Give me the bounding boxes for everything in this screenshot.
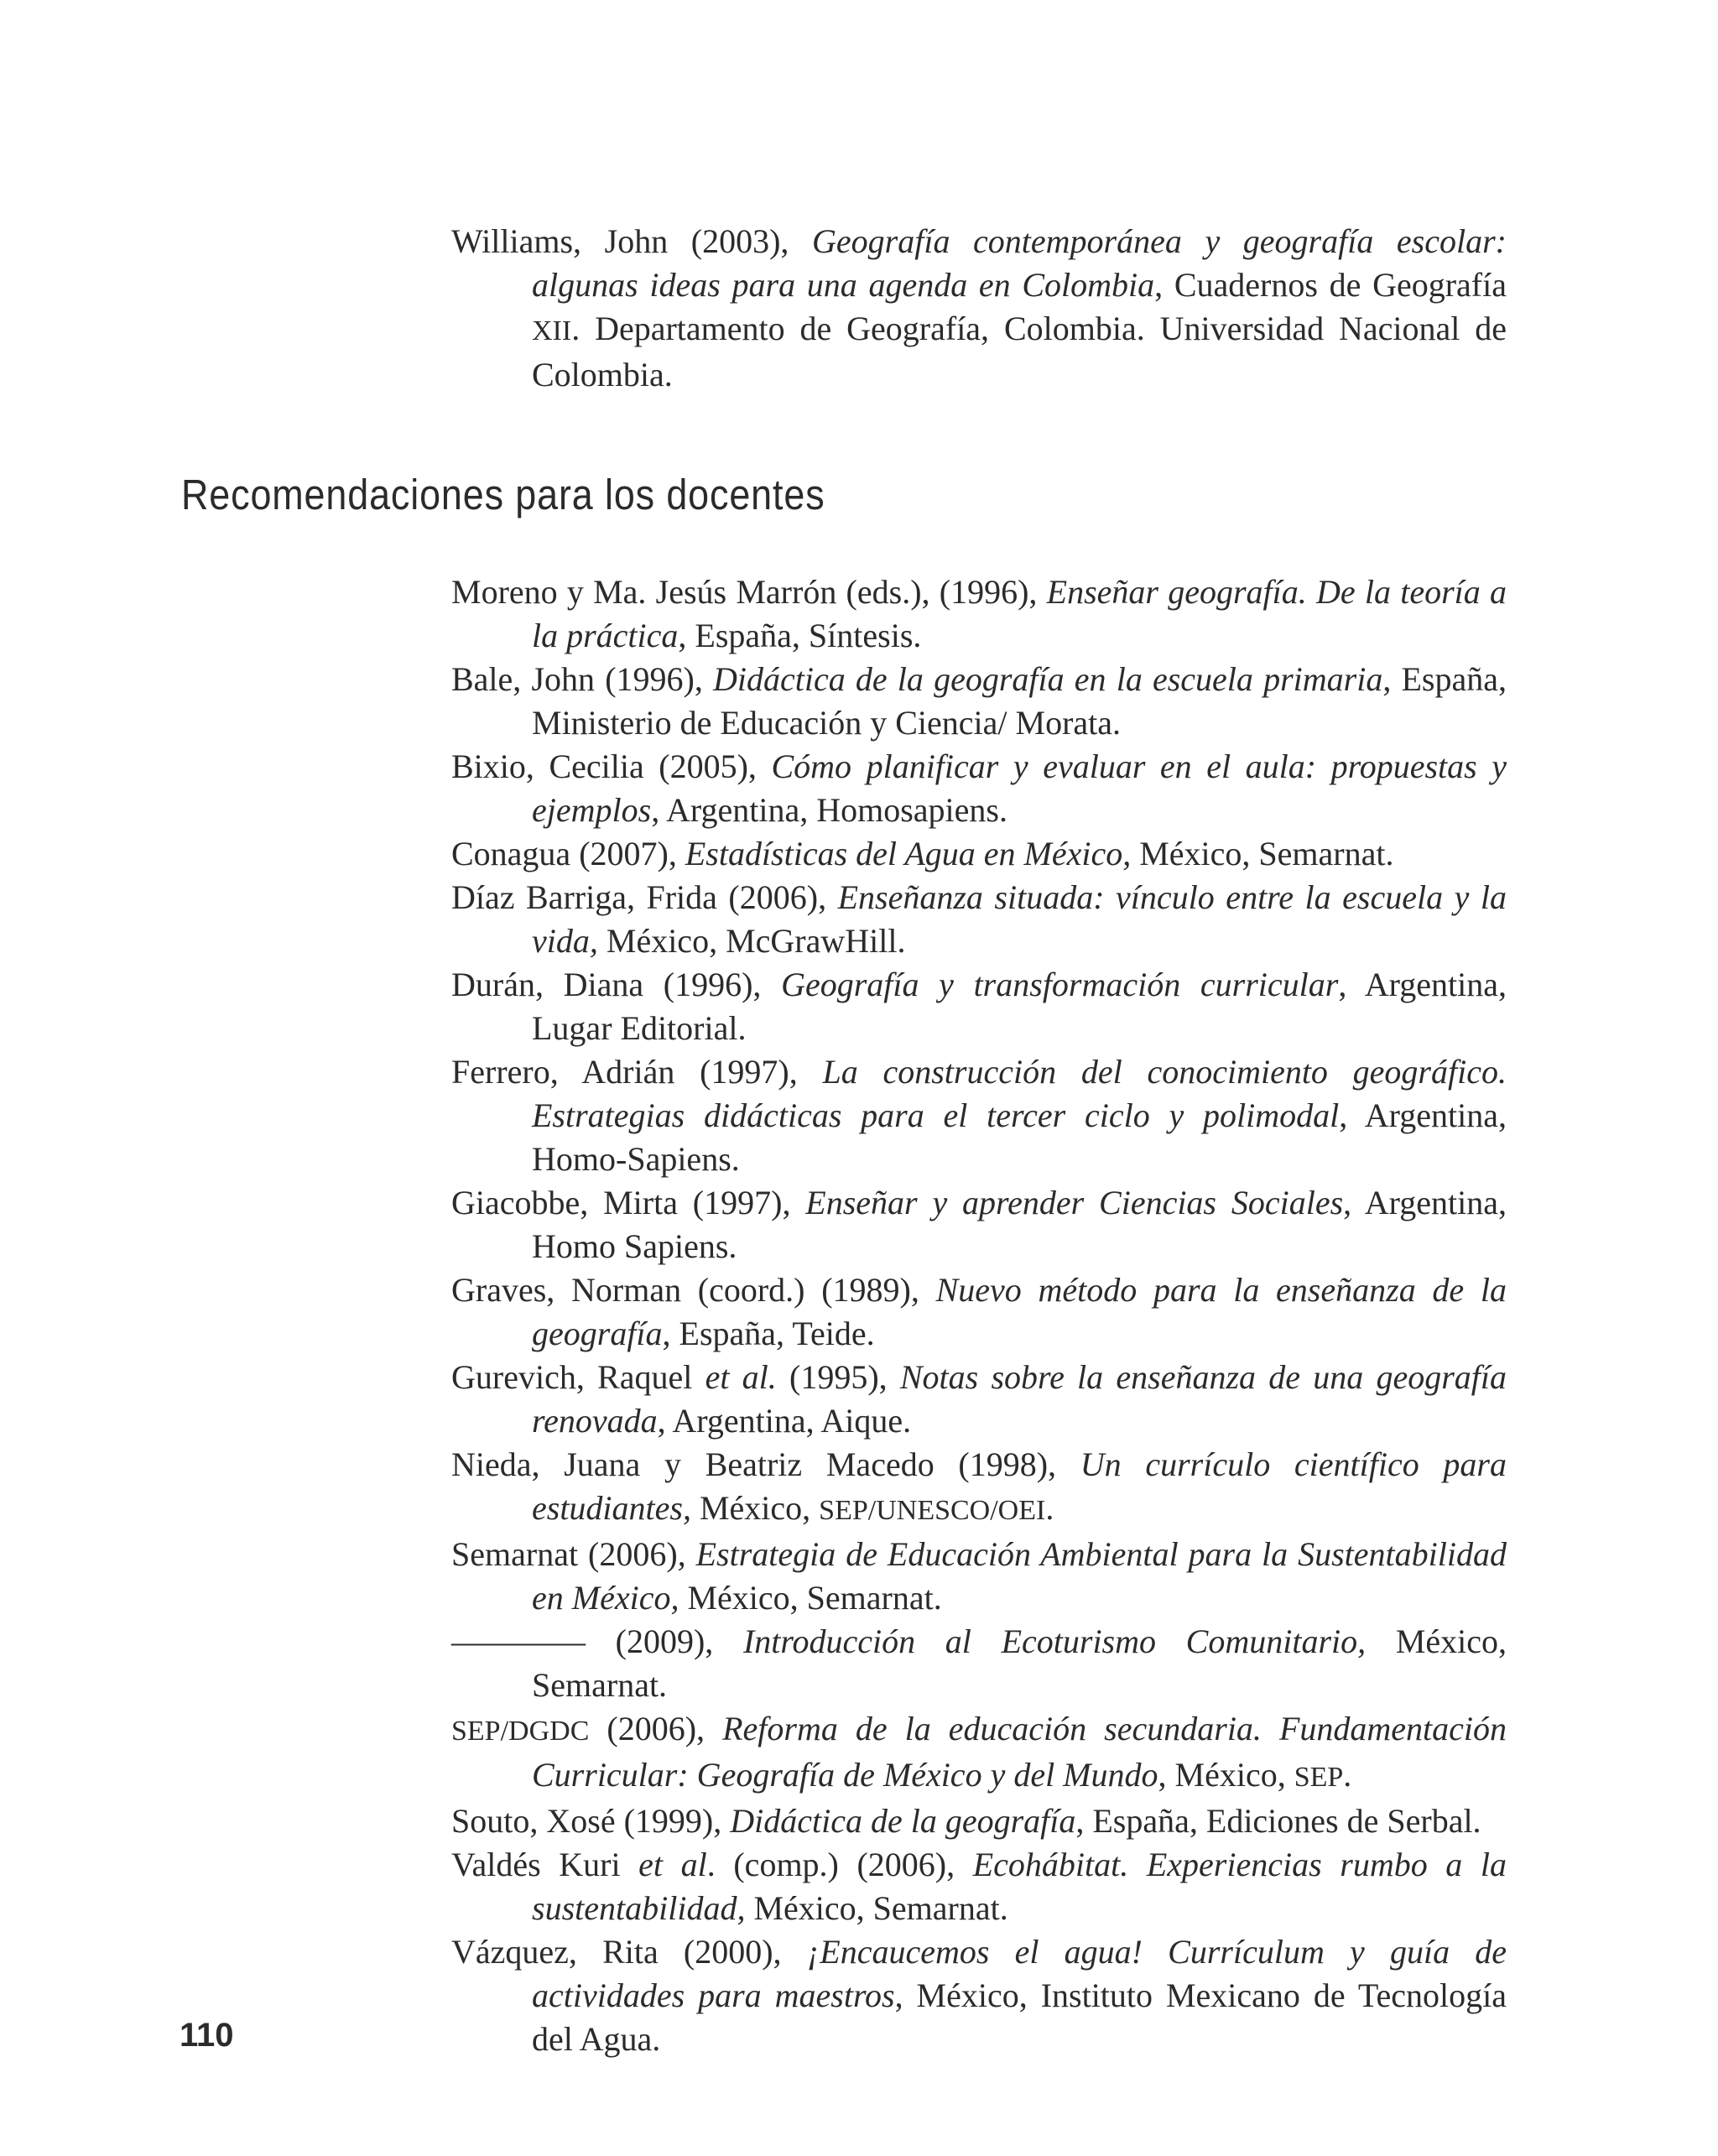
- section-heading: Recomendaciones para los docentes: [181, 471, 825, 518]
- reference-text: , México, Instituto Mexicano de Tecnología del Agua.: [532, 1976, 1507, 2058]
- reference-text: , Argentina, Homo Sapiens.: [532, 1184, 1507, 1265]
- reference-text: Giacobbe, Mirta (1997),: [451, 1184, 806, 1221]
- reference-text: México, Semarnat.: [745, 1889, 1008, 1927]
- reference-entry: [451, 1799, 1507, 1843]
- reference-text: Semarnat (2006): [451, 1535, 678, 1573]
- reference-entry: [451, 1707, 1507, 1799]
- reference-entry: [451, 876, 1507, 963]
- reference-entry: [451, 1181, 1507, 1268]
- reference-text: .: [1045, 1489, 1054, 1527]
- reference-title: ¡Encaucemos el agua! Currículum y guía de actividades para maestros: [532, 1933, 1507, 2014]
- reference-text: Conagua (2007),: [451, 835, 685, 872]
- top-reference-list: [451, 220, 1507, 397]
- reference-entry: [451, 1843, 1507, 1930]
- reference-text: SEP/DGDC: [451, 1716, 590, 1747]
- reference-text: Vázquez, Rita (2000),: [451, 1933, 807, 1971]
- reference-text: Bixio, Cecilia (2005),: [451, 747, 772, 785]
- reference-text: México, Semarnat.: [1131, 835, 1394, 872]
- reference-text: SEP/UNESCO/OEI: [819, 1495, 1046, 1526]
- reference-text: , Argentina, Homo-Sapiens.: [532, 1096, 1507, 1178]
- reference-title: Enseñar geografía. De la teoría a la práctica: [532, 573, 1507, 654]
- reference-title: et al: [638, 1846, 707, 1883]
- reference-text: Souto, Xosé (1999),: [451, 1802, 731, 1840]
- reference-title: Introducción al Ecoturismo Comunitario,: [742, 1622, 1367, 1660]
- reference-text: México, Semarnat.: [532, 1622, 1507, 1704]
- reference-text: , Argentina, Aique.: [657, 1402, 912, 1440]
- reference-text: , Argentina, Lugar Editorial.: [532, 966, 1507, 1047]
- reference-text: , España, Teide.: [662, 1315, 875, 1352]
- page-number: 110: [180, 2017, 234, 2054]
- reference-title: , Estrategia de Educación Ambiental para la Sustentabilidad en México,: [532, 1535, 1507, 1617]
- reference-text: , México,: [1158, 1756, 1294, 1794]
- reference-text: , España, Ministerio de Educación y Ciencia/ Morata.: [532, 660, 1507, 742]
- reference-title: Didáctica de la geografía en la escuela primaria: [713, 660, 1383, 698]
- reference-title: Geografía y transformación curricular: [781, 966, 1339, 1003]
- reference-text: (1995),: [776, 1358, 900, 1396]
- reference-text: . (comp.) (2006),: [706, 1846, 973, 1883]
- reference-text: , Cuadernos de Geografía: [1154, 266, 1507, 304]
- reference-entry: [451, 1356, 1507, 1443]
- reference-title: Reforma de la educación secundaria. Fundamentación Curricular: Geografía de México y del Mundo: [532, 1710, 1507, 1794]
- reference-entry: [451, 832, 1507, 876]
- reference-entry: [451, 1050, 1507, 1181]
- reference-text: . Departamento de Geografía, Colombia. Universidad Nacional de Colombia.: [532, 310, 1507, 393]
- reference-entry: [451, 1443, 1507, 1533]
- reference-title: Nuevo método para la enseñanza de la geografía: [532, 1271, 1507, 1352]
- reference-text: SEP: [1294, 1762, 1344, 1793]
- reference-text: México, Semarnat.: [679, 1579, 942, 1617]
- reference-title: Estadísticas del Agua en México,: [685, 835, 1132, 872]
- reference-title: La construcción del conocimiento geográfico. Estrategias didácticas para el tercer ciclo y polimodal: [532, 1053, 1507, 1134]
- reference-text: Nieda, Juana y Beatriz Macedo (1998),: [451, 1445, 1080, 1483]
- reference-entry: [451, 1533, 1507, 1620]
- reference-text: México, McGrawHill.: [597, 922, 906, 960]
- reference-text: (2006),: [589, 1710, 723, 1747]
- reference-text: Valdés Kuri: [451, 1846, 639, 1883]
- reference-text: Graves, Norman (coord.) (1989),: [451, 1271, 936, 1309]
- reference-text: , España, Síntesis.: [678, 617, 922, 654]
- reference-entry: [451, 220, 1507, 397]
- reference-entry: [451, 963, 1507, 1050]
- reference-text: México,: [690, 1489, 820, 1527]
- reference-text: .: [1343, 1756, 1352, 1794]
- reference-title: Enseñar y aprender Ciencias Sociales: [805, 1184, 1344, 1221]
- reference-title: Un currículo científico para estudiantes,: [532, 1445, 1507, 1527]
- reference-text: ———— (2009),: [451, 1622, 743, 1660]
- reference-title: Cómo planificar y evaluar en el aula: propuestas y ejemplos: [532, 747, 1507, 829]
- reference-text: Durán, Diana (1996),: [451, 966, 782, 1003]
- reference-text: , España, Ediciones de Serbal.: [1075, 1802, 1481, 1840]
- reference-entry: [451, 1268, 1507, 1356]
- reference-list: [451, 570, 1507, 2061]
- reference-entry: [451, 1930, 1507, 2061]
- reference-entry: [451, 1620, 1507, 1707]
- reference-text: Williams, John (2003),: [451, 222, 813, 260]
- reference-title: Geografía contemporánea y geografía escolar: algunas ideas para una agenda en Colombia: [532, 222, 1507, 304]
- reference-title: et al.: [705, 1358, 777, 1396]
- reference-text: XII: [532, 315, 572, 346]
- reference-text: Moreno y Ma. Jesús Marrón (eds.), (1996),: [451, 573, 1047, 611]
- reference-title: Enseñanza situada: vínculo entre la escuela y la vida,: [532, 878, 1507, 960]
- reference-title: Didáctica de la geografía: [730, 1802, 1076, 1840]
- reference-title: Notas sobre la enseñanza de una geografía renovada: [532, 1358, 1507, 1440]
- reference-text: Bale, John (1996),: [451, 660, 713, 698]
- reference-entry: [451, 658, 1507, 745]
- reference-title: Ecohábitat. Experiencias rumbo a la sustentabilidad,: [532, 1846, 1507, 1927]
- reference-entry: [451, 570, 1507, 658]
- reference-text: Ferrero, Adrián (1997),: [451, 1053, 823, 1091]
- reference-entry: [451, 745, 1507, 832]
- reference-text: Gurevich, Raquel: [451, 1358, 705, 1396]
- reference-text: , Argentina, Homosapiens.: [651, 791, 1007, 829]
- reference-text: Díaz Barriga, Frida (2006),: [451, 878, 838, 916]
